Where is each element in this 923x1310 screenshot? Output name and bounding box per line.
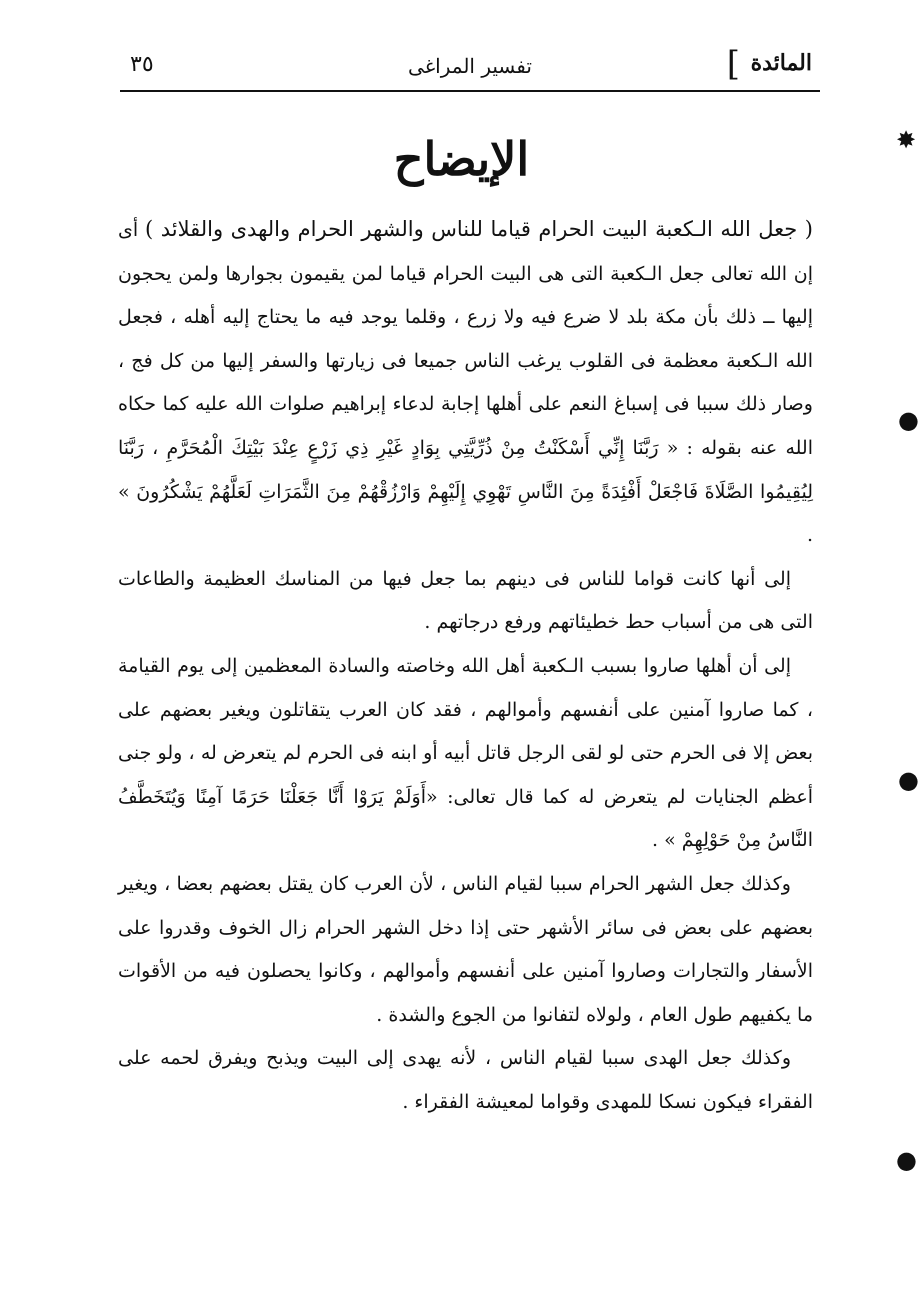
section-title: الإيضاح (393, 132, 530, 186)
paragraph (118, 863, 813, 1037)
paragraph (118, 208, 813, 558)
paragraph-text: وكذلك جعل الهدى سببا لقيام الناس ، لأنه يهدى إلى البيت ويذبح ويفرق لحمه على الفقراء فيكون نسكا للمهدى وقواما لمعيشة الفقراء . (118, 1047, 813, 1113)
paragraph-text: وكذلك جعل الشهر الحرام سببا لقيام الناس ، لأن العرب كان يقتل بعضهم بعضا ، ويغير بعضهم على بعض فى سائر الأشهر حتى إذا دخل الشهر الحرام زال الخوف وقدروا على الأسفار والتجارات وصاروا آمنين على أنفسهم وأموالهم ، وكانوا يحصلون فيه من الأقوات ما يكفيهم طول العام ، ولولاه لتفانوا من الجوع والشدة . (118, 872, 813, 1026)
paragraph (118, 645, 813, 863)
scan-margin-mark: ● (896, 1146, 917, 1174)
paragraph-text: أى إن الله تعالى جعل الـكعبة التى هى البيت الحرام قياما لمن يقيمون بجوارها ولمن يحجون إليها ــ ذلك بأن مكة بلد لا ضرع فيه ولا زرع ، وقلما يوجد فيه ما يحتاج إليه أهله ، فجعل الله الـكعبة معظمة فى القلوب يرغب الناس جميعا فى زيارتها والسفر إليها من كل فج ، وصار ذلك سببا فى إسباغ النعم على أهلها إجابة لدعاء إبراهيم صلوات الله عليه كما حكاه الله عنه بقوله : « رَبَّنَا إِنِّي أَسْكَنْتُ مِنْ ذُرِّيَّتِي بِوَادٍ غَيْرِ ذِي زَرْعٍ عِنْدَ بَيْتِكَ الْمُحَرَّمِ ، رَبَّنَا لِيُقِيمُوا الصَّلَاةَ فَاجْعَلْ أَفْئِدَةً مِنَ النَّاسِ تَهْوِي إِلَيْهِمْ وَارْزُقْهُمْ مِنَ الثَّمَرَاتِ لَعَلَّهُمْ يَشْكُرُونَ » . (118, 219, 813, 547)
scan-margin-mark: ● (898, 406, 919, 434)
book-title: تفسير المراغى (408, 54, 532, 78)
quoted-verse: ( جعل الله الـكعبة البيت الحرام قياما للناس والشهر الحرام والهدى والقلائد ) (145, 217, 813, 241)
paragraph (118, 558, 813, 645)
body-text (118, 208, 813, 1124)
paragraph (118, 1037, 813, 1124)
scan-margin-mark: ✸ (896, 126, 917, 154)
surah-name: المائدة (750, 50, 812, 76)
header-rule (120, 90, 820, 92)
paragraph-text: إلى أن أهلها صاروا بسبب الـكعبة أهل الله وخاصته والسادة المعظمين إلى يوم القيامة ، كما صاروا آمنين على أنفسهم وأموالهم ، فقد كان العرب يتقاتلون ويغير بعضهم على بعض إلا فى الحرم حتى لو لقى الرجل قاتل أبيه أو ابنه فى الحرم لم يتعرض له ، ولو جنى أعظم الجنايات لم يتعرض له كما قال تعالى: «أَوَلَمْ يَرَوْا أَنَّا جَعَلْنَا حَرَمًا آمِنًا وَيُتَخَطَّفُ النَّاسُ مِنْ حَوْلِهِمْ » . (118, 654, 813, 852)
paragraph-text: إلى أنها كانت قواما للناس فى دينهم بما جعل فيها من المناسك العظيمة والطاعات التى هى من أسباب حط خطيئاتهم ورفع درجاتهم . (118, 567, 813, 634)
page-number: ٣٥ (130, 52, 154, 77)
surah-bracket: ] (726, 44, 740, 84)
scan-margin-mark: ● (898, 766, 919, 794)
running-header (120, 44, 820, 92)
